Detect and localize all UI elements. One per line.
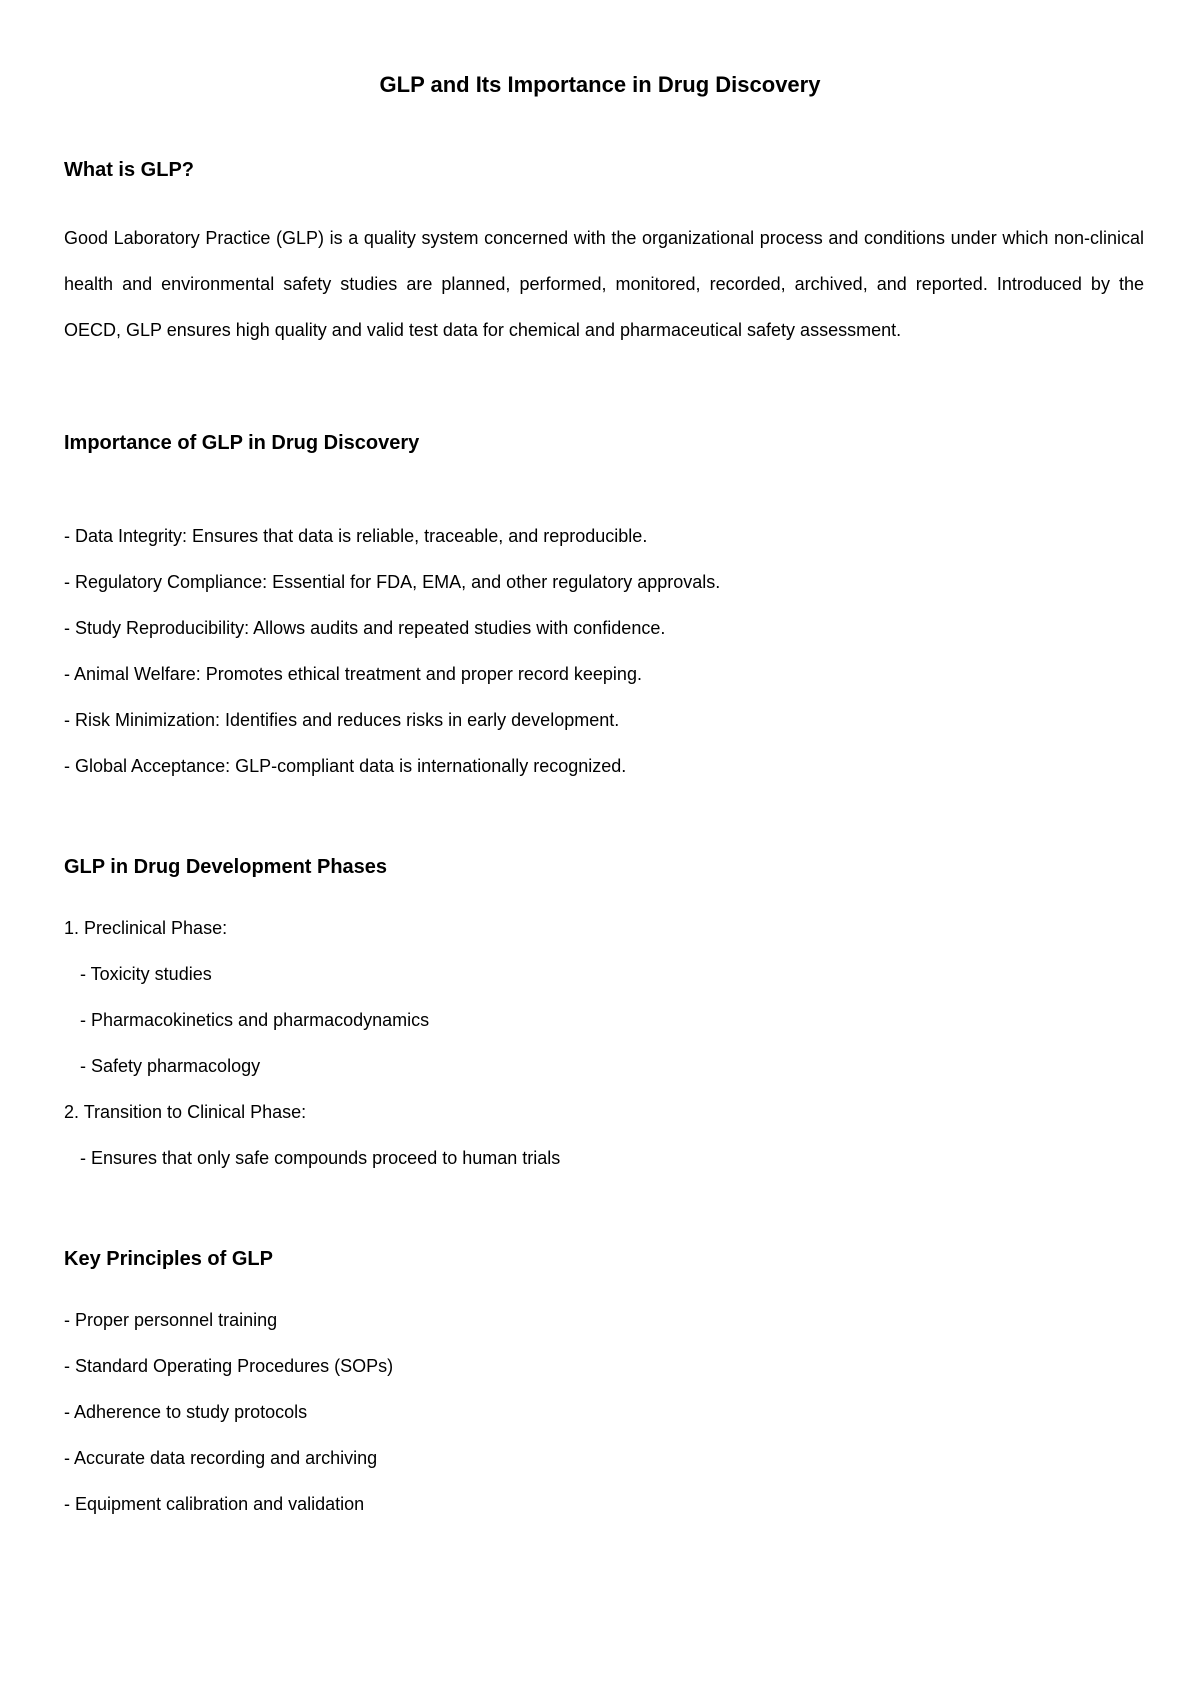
paragraph-what-is-glp: Good Laboratory Practice (GLP) is a quality system concerned with the organizational process and conditions under which non-clinical health and environmental safety studies are planned, performed, monitored, recorded, archived, and reported. Introduced by the OECD, GLP ensures high quality and valid test data for chemical and pharmaceutical safety assessment. <box>64 228 1144 340</box>
list-item: 2. Transition to Clinical Phase: <box>64 1102 307 1122</box>
heading-importance: Importance of GLP in Drug Discovery <box>64 432 420 454</box>
list-item: 1. Preclinical Phase: <box>64 918 228 938</box>
principles-list <box>64 1297 393 1527</box>
list-item: - Risk Minimization: Identifies and reduces risks in early development. <box>64 710 620 730</box>
list-item: - Animal Welfare: Promotes ethical treatment and proper record keeping. <box>64 664 642 684</box>
heading-principles: Key Principles of GLP <box>64 1248 273 1270</box>
heading-what-is-glp: What is GLP? <box>64 159 194 181</box>
list-item: - Pharmacokinetics and pharmacodynamics <box>80 1010 430 1030</box>
list-item: - Data Integrity: Ensures that data is reliable, traceable, and reproducible. <box>64 526 648 546</box>
list-item: - Accurate data recording and archiving <box>64 1448 378 1468</box>
list-item: - Global Acceptance: GLP-compliant data is internationally recognized. <box>64 756 627 776</box>
importance-list <box>64 513 720 789</box>
list-item: - Standard Operating Procedures (SOPs) <box>64 1356 394 1376</box>
list-item: - Equipment calibration and validation <box>64 1494 365 1514</box>
heading-phases: GLP in Drug Development Phases <box>64 856 388 878</box>
phases-list <box>64 905 560 1181</box>
list-item: - Toxicity studies <box>80 964 212 984</box>
document-title: GLP and Its Importance in Drug Discovery <box>379 72 821 97</box>
list-item: - Study Reproducibility: Allows audits and repeated studies with confidence. <box>64 618 666 638</box>
list-item: - Adherence to study protocols <box>64 1402 308 1422</box>
list-item: - Proper personnel training <box>64 1310 278 1330</box>
list-item: - Safety pharmacology <box>80 1056 261 1076</box>
list-item: - Regulatory Compliance: Essential for FDA, EMA, and other regulatory approvals. <box>64 572 721 592</box>
list-item: - Ensures that only safe compounds proceed to human trials <box>80 1148 561 1168</box>
